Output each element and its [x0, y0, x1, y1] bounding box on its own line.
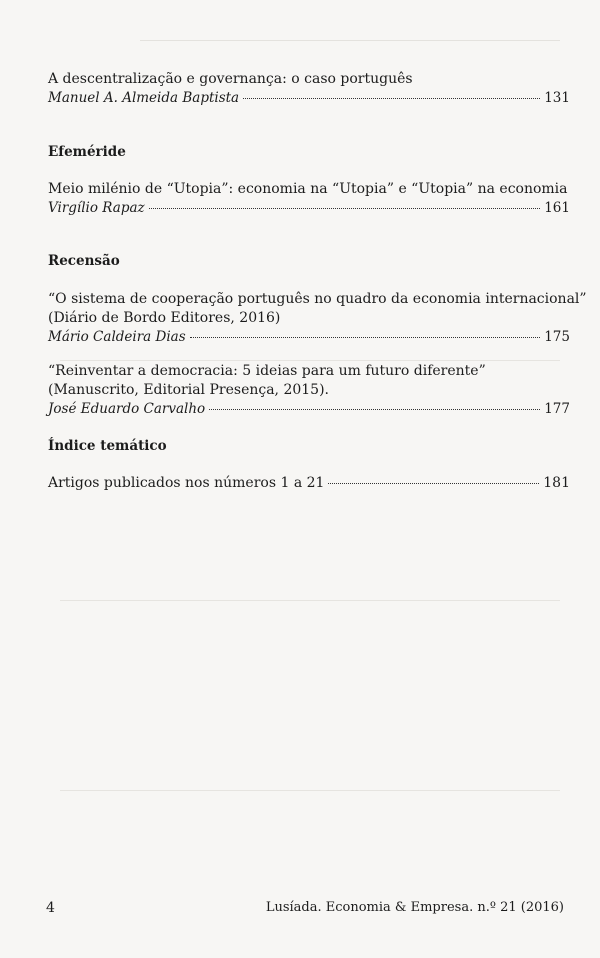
entry-title: “O sistema de cooperação português no quadro da economia internacional” [48, 291, 587, 307]
show-through-texture [60, 790, 560, 792]
entry-page: 177 [544, 401, 570, 417]
entry-author-line [48, 328, 570, 347]
entry-title: Meio milénio de “Utopia”: economia na “Utopia” e “Utopia” na economia [48, 181, 568, 197]
entry-author-line [48, 199, 570, 218]
section-heading-efemeride: Efeméride [48, 144, 126, 160]
entry-page: 181 [543, 475, 570, 491]
entry-line [48, 474, 570, 493]
toc-entry [48, 362, 570, 419]
section-heading-recensao: Recensão [48, 253, 120, 269]
entry-title-cont: (Manuscrito, Editorial Presença, 2015). [48, 382, 329, 398]
dot-leader [328, 483, 539, 484]
dot-leader [209, 409, 540, 410]
entry-author: José Eduardo Carvalho [48, 401, 206, 417]
toc-entry [48, 474, 570, 493]
dot-leader [190, 337, 541, 338]
footer-journal: Lusíada. Economia & Empresa. n.º 21 (2016) [265, 900, 564, 915]
toc-entry [48, 290, 587, 347]
footer-page-number: 4 [46, 900, 55, 916]
dot-leader [149, 208, 541, 209]
entry-author: Manuel A. Almeida Baptista [48, 90, 240, 106]
show-through-texture [60, 600, 560, 602]
entry-author-line [48, 89, 570, 108]
entry-author: Virgílio Rapaz [48, 200, 145, 216]
toc-entry [48, 70, 570, 108]
entry-page: 175 [544, 329, 570, 345]
entry-author: Mário Caldeira Dias [48, 329, 186, 345]
entry-title: A descentralização e governança: o caso português [48, 71, 413, 87]
entry-page: 161 [544, 200, 570, 216]
entry-page: 131 [544, 90, 570, 106]
section-heading-indice: Índice temático [48, 438, 167, 454]
entry-title: Artigos publicados nos números 1 a 21 [48, 475, 325, 491]
entry-title: “Reinventar a democracia: 5 ideias para um futuro diferente” [48, 363, 486, 379]
entry-title-cont: (Diário de Bordo Editores, 2016) [48, 310, 281, 326]
entry-author-line [48, 400, 570, 419]
dot-leader [243, 98, 540, 99]
toc-entry [48, 180, 570, 218]
